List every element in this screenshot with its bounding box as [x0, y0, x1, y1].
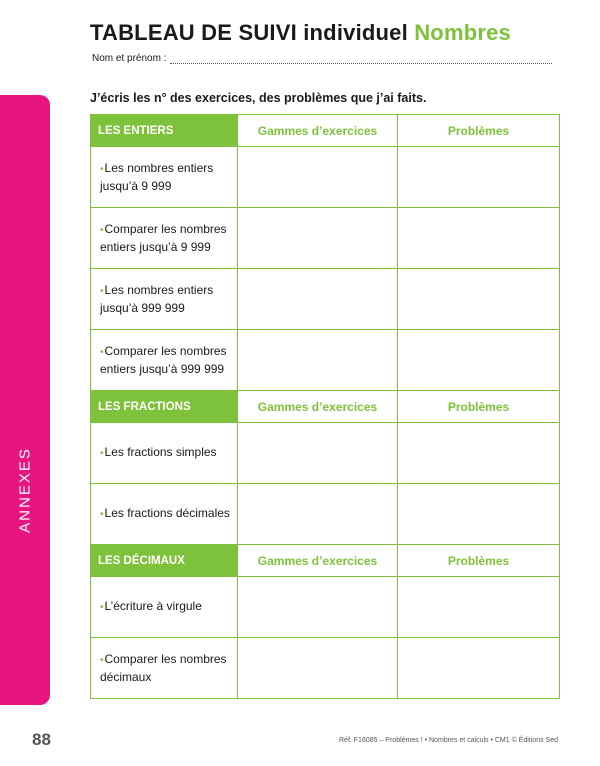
row-label: •L’écriture à virgule — [91, 577, 238, 638]
title-accent: Nombres — [414, 20, 511, 45]
row-label: •Les nombres entiers jusqu’à 9 999 — [91, 147, 238, 208]
section-header-entiers — [91, 115, 560, 147]
name-label: Nom et prénom : — [92, 53, 167, 64]
bullet-icon: • — [100, 163, 104, 175]
section-header-decimaux — [91, 545, 560, 577]
bullet-icon: • — [100, 285, 104, 297]
column-header-problems: Problèmes — [398, 391, 560, 423]
row-label: •Les fractions simples — [91, 423, 238, 484]
problems-cell[interactable] — [398, 484, 560, 545]
exercises-cell[interactable] — [238, 269, 398, 330]
section-title: LES DÉCIMAUX — [91, 545, 238, 577]
page-title — [90, 20, 511, 46]
exercises-cell[interactable] — [238, 330, 398, 391]
problems-cell[interactable] — [398, 423, 560, 484]
row-label: •Comparer les nombres entiers jusqu’à 999 999 — [91, 330, 238, 391]
exercises-cell[interactable] — [238, 147, 398, 208]
exercises-cell[interactable] — [238, 577, 398, 638]
exercises-cell[interactable] — [238, 208, 398, 269]
problems-cell[interactable] — [398, 638, 560, 699]
row-label: •Les fractions décimales — [91, 484, 238, 545]
problems-cell[interactable] — [398, 330, 560, 391]
problems-cell[interactable] — [398, 147, 560, 208]
bullet-icon: • — [100, 224, 104, 236]
column-header-exercises: Gammes d’exercices — [238, 391, 398, 423]
bullet-icon: • — [100, 602, 104, 613]
table-row — [91, 269, 560, 330]
table-row — [91, 484, 560, 545]
table-row — [91, 638, 560, 699]
instruction-text: J’écris les n° des exercices, des problèmes que j’ai faits. — [90, 91, 427, 105]
bullet-icon: • — [100, 448, 104, 459]
footer-reference: Réf. F16085 – Problèmes ! • Nombres et calculs • CM1 © Éditions Sed — [339, 737, 558, 744]
problems-cell[interactable] — [398, 577, 560, 638]
row-label: •Comparer les nombres entiers jusqu’à 9 999 — [91, 208, 238, 269]
section-header-fractions — [91, 391, 560, 423]
row-label: •Comparer les nombres décimaux — [91, 638, 238, 699]
title-main: TABLEAU DE SUIVI individuel — [90, 20, 408, 45]
page-number: 88 — [32, 730, 51, 749]
row-label: •Les nombres entiers jusqu’à 999 999 — [91, 269, 238, 330]
bullet-icon: • — [100, 509, 104, 520]
problems-cell[interactable] — [398, 269, 560, 330]
column-header-problems: Problèmes — [398, 545, 560, 577]
exercises-cell[interactable] — [238, 484, 398, 545]
table-row — [91, 330, 560, 391]
table-row — [91, 577, 560, 638]
exercises-cell[interactable] — [238, 423, 398, 484]
tracking-table — [90, 114, 560, 699]
name-dotted-line[interactable] — [170, 55, 552, 64]
name-field[interactable] — [92, 53, 552, 64]
column-header-problems: Problèmes — [398, 115, 560, 147]
bullet-icon: • — [100, 654, 104, 666]
bullet-icon: • — [100, 346, 104, 358]
table-row — [91, 423, 560, 484]
table-row — [91, 147, 560, 208]
table-row — [91, 208, 560, 269]
section-title: LES ENTIERS — [91, 115, 238, 147]
column-header-exercises: Gammes d’exercices — [238, 115, 398, 147]
annexes-side-tab — [0, 95, 50, 705]
exercises-cell[interactable] — [238, 638, 398, 699]
column-header-exercises: Gammes d’exercices — [238, 545, 398, 577]
problems-cell[interactable] — [398, 208, 560, 269]
side-tab-label: ANNEXES — [16, 447, 34, 533]
section-title: LES FRACTIONS — [91, 391, 238, 423]
